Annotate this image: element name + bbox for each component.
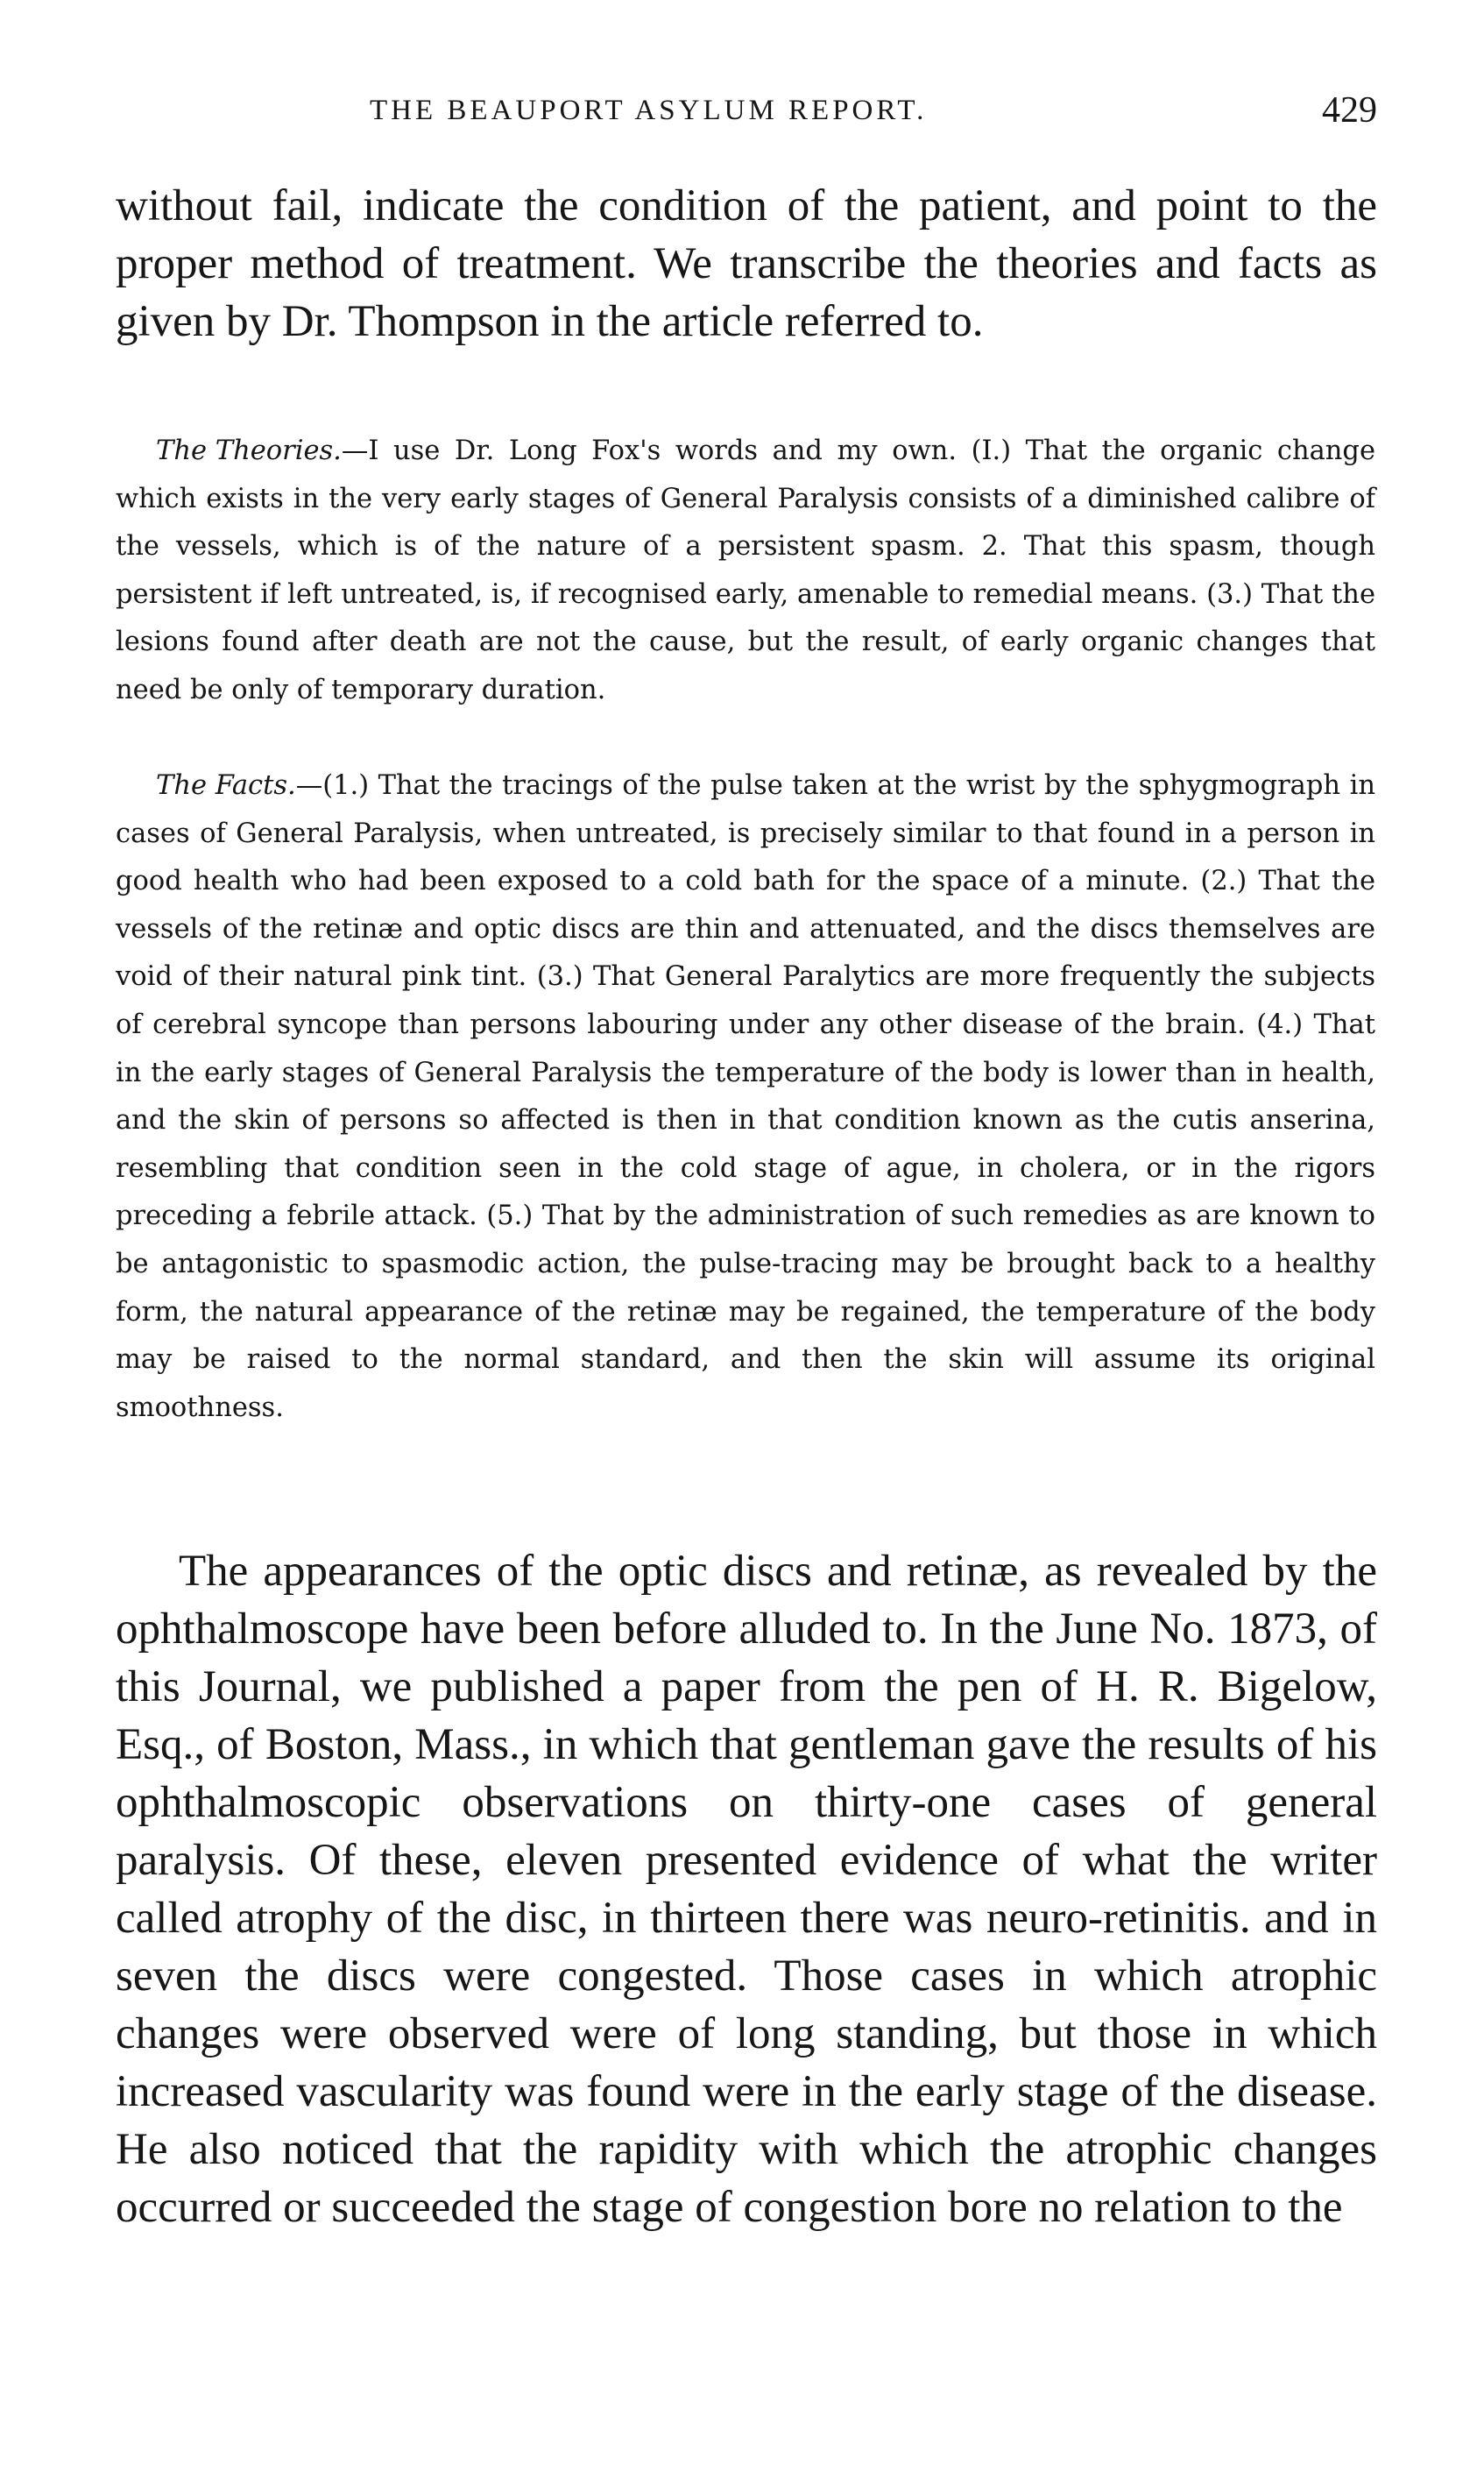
facts-label: The Facts.	[156, 770, 296, 801]
closing-paragraph	[116, 1542, 1377, 2236]
page-number: 429	[1322, 90, 1377, 131]
theories-text: —I use Dr. Long Fox's words and my own. (I.) That the organic change which exists in the very early stages of General Paralysis consists of a diminished calibre of the vessels, which is of the nature of a persistent spasm. 2. That this spasm, though persistent if left untreated, is, if recognised early, amenable to remedial means. (3.) That the lesions found after death are not the cause, but the result, of early organic changes that need be only of temporary duration.	[116, 436, 1375, 705]
facts-text: —(1.) That the tracings of the pulse taken at the wrist by the sphygmograph in cases of General Paralysis, when untreated, is precisely similar to that found in a person in good health who had been exposed to a cold bath for the space of a minute. (2.) That the vessels of the retinæ and optic discs are thin and attenuated, and the discs themselves are void of their natural pink tint. (3.) That General Paralytics are more frequently the subjects of cerebral syncope than persons labouring under any other disease of the brain. (4.) That in the early stages of General Paralysis the temperature of the body is lower than in health, and the skin of persons so affected is then in that condition known as the cutis anserina, resembling that condition seen in the cold stage of ague, in cholera, or in the rigors preceding a febrile attack. (5.) That by the administration of such remedies as are known to be antagonistic to spasmodic action, the pulse-tracing may be brought back to a healthy form, the natural appearance of the retinæ may be regained, the temperature of the body may be raised to the normal standard, and then the skin will assume its original smoothness.	[116, 770, 1375, 1423]
intro-paragraph: without fail, indicate the condition of the patient, and point to the proper method of treatment. We transcribe the theories and facts as given by Dr. Thompson in the article referred to.	[116, 181, 1377, 346]
closing-text: The appearances of the optic discs and retinæ, as revealed by the ophthalmoscope have been before alluded to. In the June No. 1873, of this Journal, we published a paper from the pen of H. R. Bigelow, Esq., of Boston, Mass., in which that gentleman gave the results of his ophthalmoscopic observations on thirty-one cases of general paralysis. Of these, eleven presented evidence of what the writer called atrophy of the disc, in thirteen there was neuro-retinitis. and in seven the discs were congested. Those cases in which atrophic changes were observed were of long standing, but those in which increased vascularity was found were in the early stage of the disease. He also noticed that the rapidity with which the atrophic changes occurred or succeeded the stage of congestion bore no relation to the	[116, 1547, 1377, 2232]
theories-quote	[116, 428, 1375, 715]
facts-quote	[116, 762, 1375, 1432]
running-title: THE BEAUPORT ASYLUM REPORT.	[370, 95, 928, 126]
theories-label: The Theories.	[156, 436, 342, 466]
page-header	[116, 86, 1377, 142]
